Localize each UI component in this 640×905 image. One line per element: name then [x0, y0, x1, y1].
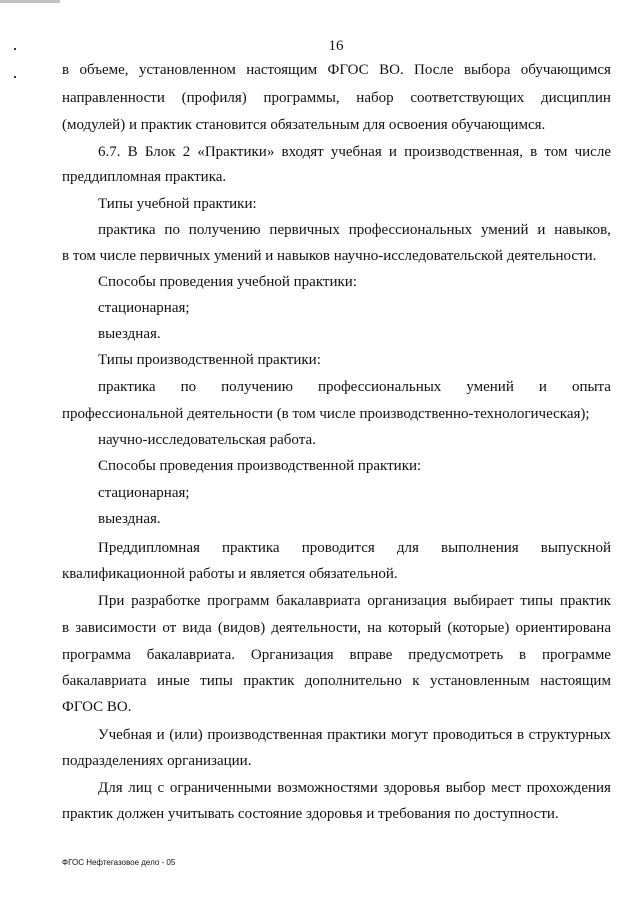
- word: в: [530, 144, 538, 160]
- word: который: [387, 620, 442, 636]
- word: Для: [98, 780, 123, 796]
- word: ограниченными: [169, 780, 272, 796]
- word: с: [157, 780, 165, 796]
- word: в: [516, 727, 525, 743]
- word: опыта: [571, 379, 611, 395]
- word: выбирает: [453, 593, 514, 609]
- word: выпускной: [540, 540, 611, 556]
- list-item: профессиональной деятельности (в том числе производственно-технологическая);: [62, 406, 590, 422]
- word: иные: [156, 673, 190, 689]
- word: «Практики»: [197, 144, 275, 160]
- word: ориентирована: [515, 620, 611, 636]
- paragraph-line: (модулей) и практик становится обязательным для освоения обучающимся.: [62, 117, 546, 133]
- word: производственная: [207, 727, 323, 743]
- word: бакалавриата: [62, 673, 147, 689]
- word: и: [537, 222, 546, 238]
- word: выбор: [445, 780, 486, 796]
- scan-artifact: [0, 0, 60, 3]
- word: Преддипломная: [98, 540, 200, 556]
- word: входят: [281, 144, 324, 160]
- word: вида: [182, 620, 212, 636]
- word: профессиональных: [317, 379, 442, 395]
- paragraph-line: [98, 143, 611, 161]
- paragraph-line: [62, 646, 611, 664]
- word: организация: [367, 593, 447, 609]
- word: Блок: [144, 144, 176, 160]
- word: установленным: [429, 673, 530, 689]
- paragraph-line: [62, 672, 611, 690]
- paragraph-line: преддипломная практика.: [62, 169, 227, 185]
- word: для: [396, 540, 419, 556]
- word: настоящим: [540, 673, 611, 689]
- word: (или): [169, 727, 203, 743]
- paragraph-line: ФГОС ВО.: [62, 699, 132, 715]
- word: типы: [520, 593, 554, 609]
- word: программа: [62, 647, 131, 663]
- word: и: [388, 144, 397, 160]
- word: к: [412, 673, 420, 689]
- word: настоящим: [246, 62, 318, 78]
- word: набор: [356, 90, 394, 106]
- word: по: [180, 379, 197, 395]
- list-item: [98, 221, 611, 239]
- word: деятельности,: [271, 620, 361, 636]
- word: в: [519, 647, 527, 663]
- document-footer: ФГОС Нефтегазовое дело - 05: [62, 858, 176, 867]
- word: направленности: [62, 90, 165, 106]
- word: здоровья: [383, 780, 441, 796]
- word: разработке: [131, 593, 201, 609]
- word: выбора: [463, 62, 511, 78]
- word: практика: [98, 222, 156, 238]
- word: профессиональных: [348, 222, 473, 238]
- list-item: выездная.: [98, 326, 161, 342]
- word: возможностями: [277, 780, 378, 796]
- word: получению: [188, 222, 261, 238]
- paragraph-line: [62, 619, 611, 637]
- paragraph-line: [98, 779, 611, 797]
- word: 2: [182, 144, 191, 160]
- section-heading: Типы производственной практики:: [98, 352, 321, 368]
- list-item: в том числе первичных умений и навыков научно-исследовательской деятельности.: [62, 248, 597, 264]
- word: вправе: [349, 647, 393, 663]
- word: (профиля): [181, 90, 247, 106]
- word: соответствующих: [410, 90, 525, 106]
- word: программ: [207, 593, 270, 609]
- word: и: [156, 727, 165, 743]
- paragraph-line: квалификационной работы и является обязательной.: [62, 566, 398, 582]
- word: на: [367, 620, 382, 636]
- word: (видов): [217, 620, 266, 636]
- word: зависимости: [75, 620, 157, 636]
- word: прохождения: [526, 780, 611, 796]
- word: получению: [221, 379, 293, 395]
- section-heading: Способы проведения учебной практики:: [98, 274, 357, 290]
- word: в: [62, 62, 70, 78]
- word: и: [538, 379, 547, 395]
- word: по: [164, 222, 180, 238]
- word: Организация: [250, 647, 334, 663]
- word: предусмотреть: [408, 647, 504, 663]
- word: В: [127, 144, 138, 160]
- paragraph-line: практик должен учитывать состояние здоровья и требования по доступности.: [62, 806, 559, 822]
- paragraph-line: подразделениях организации.: [62, 753, 252, 769]
- word: бакалавриата.: [146, 647, 236, 663]
- paragraph-line: [62, 89, 611, 107]
- word: первичных: [269, 222, 340, 238]
- word: дополнительно: [304, 673, 402, 689]
- list-item: [98, 378, 611, 396]
- word: ФГОС: [327, 62, 369, 78]
- word: При: [98, 593, 125, 609]
- word: производственная,: [404, 144, 523, 160]
- word: практик: [559, 593, 611, 609]
- section-heading: Способы проведения производственной практики:: [98, 458, 422, 474]
- word: ВО.: [379, 62, 404, 78]
- word: от: [162, 620, 177, 636]
- word: 6.7.: [98, 144, 121, 160]
- word: проводиться: [432, 727, 513, 743]
- word: бакалавриата: [276, 593, 361, 609]
- list-item: стационарная;: [98, 300, 190, 316]
- word: (которые): [447, 620, 510, 636]
- list-item: научно-исследовательская работа.: [98, 432, 316, 448]
- word: навыков,: [554, 222, 611, 238]
- word: установленном: [138, 62, 236, 78]
- word: лиц: [128, 780, 152, 796]
- word: практики: [327, 727, 387, 743]
- page-number: 16: [328, 38, 344, 54]
- word: дисциплин: [541, 90, 611, 106]
- word: структурных: [528, 727, 611, 743]
- word: учебная: [330, 144, 382, 160]
- paragraph-line: [98, 726, 611, 744]
- word: практик: [243, 673, 295, 689]
- list-item: выездная.: [98, 511, 161, 527]
- word: объеме,: [79, 62, 129, 78]
- scan-dot: [14, 76, 16, 78]
- word: выполнения: [441, 540, 519, 556]
- paragraph-line: [62, 61, 611, 79]
- word: практика: [222, 540, 280, 556]
- section-heading: Типы учебной практики:: [98, 196, 257, 212]
- word: практика: [98, 379, 156, 395]
- list-item: стационарная;: [98, 485, 190, 501]
- word: программе: [541, 647, 611, 663]
- word: проводится: [301, 540, 375, 556]
- paragraph-line: [98, 539, 611, 557]
- word: типы: [200, 673, 233, 689]
- word: умений: [466, 379, 514, 395]
- paragraph-line: [98, 592, 611, 610]
- word: том: [544, 144, 568, 160]
- word: обучающимся: [520, 62, 611, 78]
- word: После: [414, 62, 454, 78]
- word: умений: [480, 222, 529, 238]
- word: числе: [574, 144, 611, 160]
- word: в: [62, 620, 70, 636]
- word: программы,: [263, 90, 340, 106]
- word: мест: [491, 780, 521, 796]
- word: могут: [390, 727, 429, 743]
- word: Учебная: [98, 727, 153, 743]
